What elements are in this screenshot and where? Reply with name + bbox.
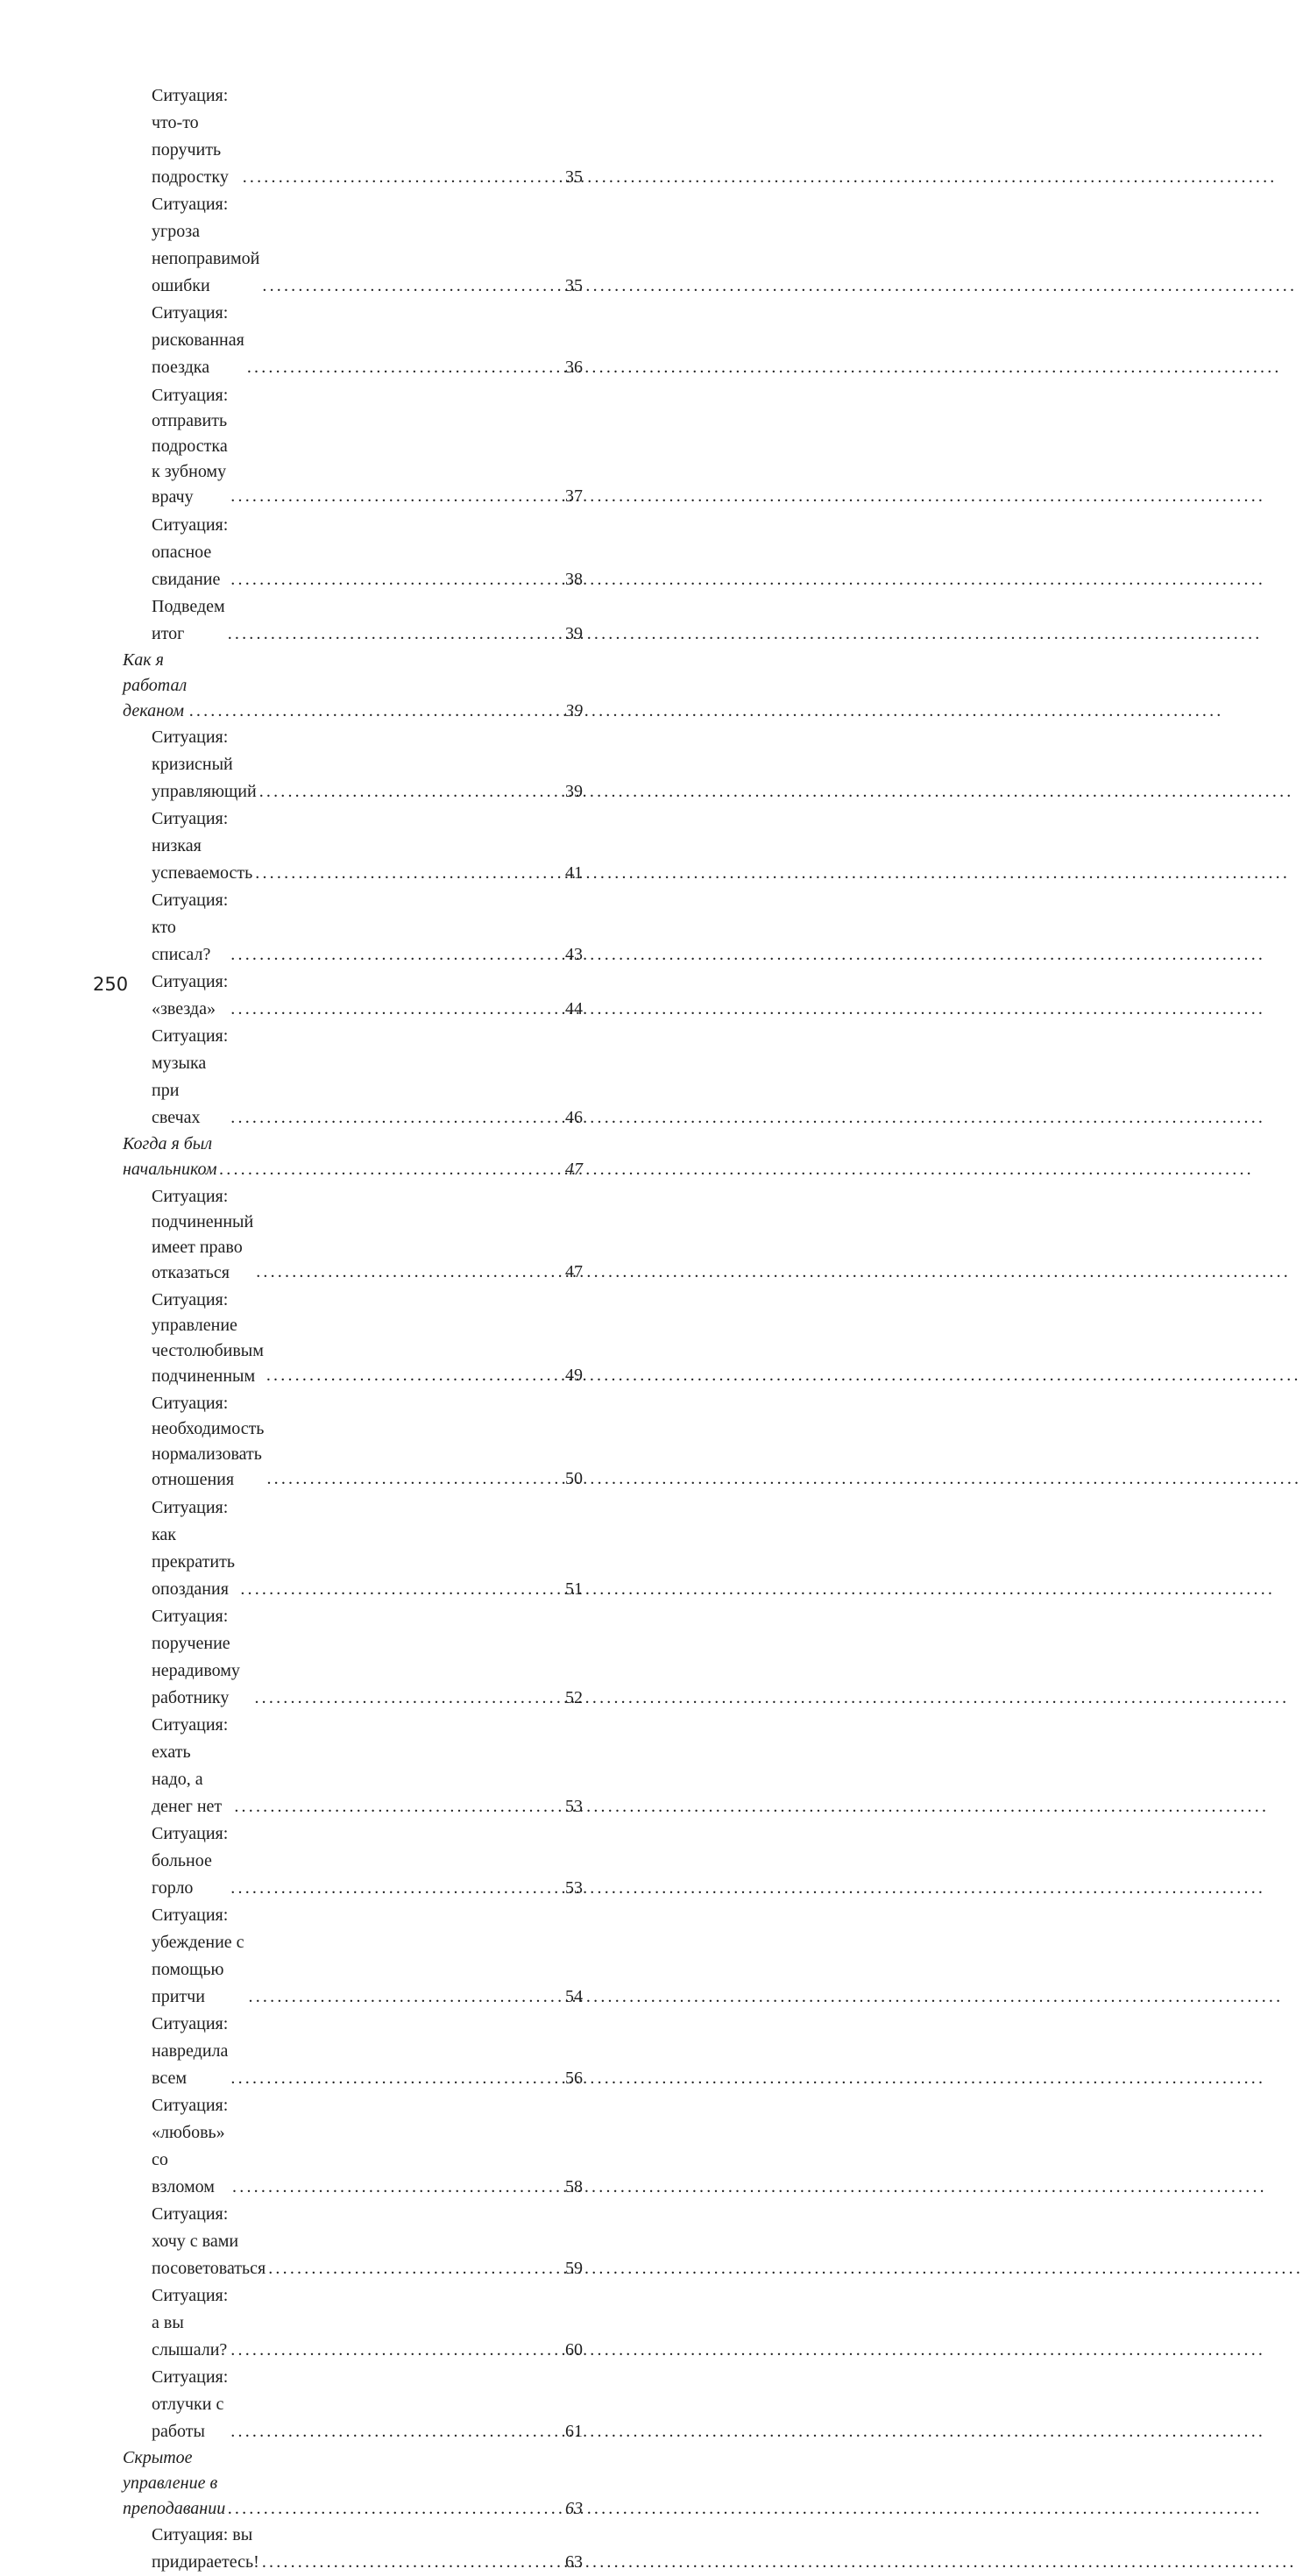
- toc-leader-dots: [251, 1685, 565, 1712]
- toc-entry: [123, 969, 583, 1023]
- toc-entry-page: 49: [565, 1366, 583, 1385]
- toc-leader-dots: [228, 996, 565, 1023]
- toc-leader-dots: [252, 860, 565, 887]
- toc-section-title: Когда я был начальником: [123, 1134, 217, 1179]
- toc-leader-dots: [237, 1576, 565, 1603]
- toc-entry-title: Ситуация: подчиненный имеет право отказаться: [152, 1187, 254, 1282]
- toc-entry: [123, 1712, 583, 1820]
- toc-entry-title: Ситуация: кризисный управляющий: [152, 727, 257, 801]
- page-number: 250: [93, 974, 129, 995]
- toc-entry: [123, 1494, 583, 1603]
- toc-leader-dots: [246, 1983, 565, 2011]
- toc-entry: [123, 2282, 583, 2364]
- toc-entry-title: Подведем итог: [152, 597, 225, 643]
- toc-leader-dots: [228, 2418, 565, 2445]
- toc-entry: [123, 82, 583, 191]
- toc-entry-title: Ситуация: кто списал?: [152, 891, 229, 964]
- toc-leader-dots: [217, 1157, 565, 1182]
- toc-leader-dots: [266, 2255, 565, 2282]
- toc-leader-dots: [231, 1793, 565, 1820]
- toc-entry: [123, 1603, 583, 1712]
- toc-entry: [123, 1288, 583, 1389]
- toc-entry-page: 61: [565, 2422, 583, 2441]
- toc-entry: [123, 1820, 583, 1902]
- table-of-contents: [123, 82, 583, 2576]
- toc-entry-page: 38: [565, 570, 583, 589]
- toc-entry-page: 52: [565, 1688, 583, 1707]
- toc-section-entry: [123, 648, 583, 724]
- toc-section-entry: [123, 1132, 583, 1182]
- toc-entry-title: Ситуация: а вы слышали?: [152, 2286, 229, 2360]
- toc-entry-title: Ситуация: что-то поручить подростку: [152, 86, 229, 187]
- toc-entry: [123, 2092, 583, 2201]
- toc-leader-dots: [264, 1465, 565, 1493]
- toc-entry-page: 54: [565, 1987, 583, 2006]
- toc-entry: [123, 724, 583, 805]
- toc-section-title: Скрытое управление в преподавании: [123, 2448, 226, 2518]
- toc-entry-page: 47: [565, 1262, 583, 1281]
- toc-leader-dots: [230, 2174, 565, 2201]
- toc-leader-dots: [228, 1104, 565, 1132]
- toc-entry-title: Ситуация: больное горло: [152, 1824, 229, 1898]
- toc-entry-title: Ситуация: хочу с вами посоветоваться: [152, 2204, 266, 2278]
- toc-leader-dots: [264, 1362, 565, 1389]
- toc-entry: [123, 1184, 583, 1286]
- toc-leader-dots: [228, 483, 565, 510]
- toc-leader-dots: [228, 2337, 565, 2364]
- toc-entry-title: Ситуация: как прекратить опоздания: [152, 1498, 235, 1599]
- toc-entry-title: Ситуация: рискованная поездка: [152, 303, 244, 377]
- toc-entry: [123, 1023, 583, 1132]
- toc-entry-title: Ситуация: поручение нерадивому работнику: [152, 1607, 240, 1707]
- toc-entry: [123, 300, 583, 381]
- toc-entry-page: 53: [565, 1878, 583, 1898]
- toc-entry-page: 50: [565, 1469, 583, 1488]
- toc-leader-dots: [228, 2065, 565, 2092]
- toc-entry: [123, 2011, 583, 2092]
- toc-entry-page: 44: [565, 999, 583, 1018]
- toc-leader-dots: [225, 2496, 565, 2522]
- toc-entry: [123, 512, 583, 593]
- toc-entry: [123, 383, 583, 510]
- toc-entry-page: 35: [565, 167, 583, 187]
- toc-entry-title: Ситуация: отправить подростка к зубному врачу: [152, 386, 229, 507]
- toc-entry: [123, 1391, 583, 1493]
- toc-leader-dots: [228, 566, 565, 593]
- toc-entry-title: Ситуация: навредила всем: [152, 2014, 229, 2088]
- toc-entry-page: 51: [565, 1579, 583, 1599]
- toc-entry-page: 35: [565, 276, 583, 295]
- toc-entry-title: Ситуация: «звезда»: [152, 972, 229, 1018]
- toc-entry-title: Ситуация: низкая успеваемость: [152, 809, 253, 883]
- toc-entry-title: Ситуация: угроза непоправимой ошибки: [152, 195, 260, 295]
- toc-section-page: 63: [565, 2499, 583, 2518]
- toc-leader-dots: [253, 1259, 565, 1286]
- toc-entry: [123, 1902, 583, 2011]
- toc-leader-dots: [259, 2549, 565, 2576]
- toc-entry-title: Ситуация: вы придираетесь!: [152, 2525, 259, 2572]
- toc-leader-dots: [228, 1875, 565, 1902]
- toc-leader-dots: [225, 621, 565, 648]
- toc-entry-page: 63: [565, 2552, 583, 2572]
- toc-entry-page: 36: [565, 358, 583, 377]
- toc-leader-dots: [240, 164, 565, 191]
- toc-section-title: Как я работал деканом: [123, 650, 188, 720]
- toc-entry-page: 56: [565, 2069, 583, 2088]
- toc-entry-page: 37: [565, 486, 583, 506]
- toc-entry-title: Ситуация: «любовь» со взломом: [152, 2096, 229, 2196]
- toc-entry: [123, 887, 583, 969]
- toc-entry-page: 41: [565, 863, 583, 883]
- toc-entry-page: 43: [565, 945, 583, 964]
- toc-entry: [123, 805, 583, 887]
- toc-entry: [123, 191, 583, 300]
- toc-entry-title: Ситуация: необходимость нормализовать отношения: [152, 1394, 265, 1489]
- toc-entry-title: Ситуация: управление честолюбивым подчиненным: [152, 1290, 264, 1386]
- toc-entry-title: Ситуация: опасное свидание: [152, 515, 229, 589]
- toc-entry-page: 39: [565, 782, 583, 801]
- toc-entry-page: 46: [565, 1108, 583, 1127]
- toc-entry-page: 39: [565, 624, 583, 643]
- toc-entry-page: 58: [565, 2177, 583, 2196]
- toc-leader-dots: [244, 354, 565, 381]
- toc-entry: [123, 2201, 583, 2282]
- toc-section-entry: [123, 2445, 583, 2522]
- toc-leader-dots: [187, 699, 565, 724]
- toc-entry-page: 60: [565, 2340, 583, 2360]
- toc-entry: [123, 2364, 583, 2445]
- toc-entry-page: 59: [565, 2259, 583, 2278]
- toc-entry: [123, 2522, 583, 2576]
- toc-entry-title: Ситуация: отлучки с работы: [152, 2367, 229, 2441]
- toc-leader-dots: [228, 941, 565, 969]
- toc-section-page: 39: [565, 701, 583, 720]
- toc-leader-dots: [259, 273, 565, 300]
- toc-entry-title: Ситуация: убеждение с помощью притчи: [152, 1905, 244, 2006]
- toc-entry-title: Ситуация: музыка при свечах: [152, 1026, 229, 1127]
- toc-leader-dots: [257, 778, 565, 805]
- toc-entry-title: Ситуация: ехать надо, а денег нет: [152, 1715, 229, 1816]
- toc-section-page: 47: [565, 1160, 583, 1179]
- toc-entry-page: 53: [565, 1797, 583, 1816]
- toc-entry: [123, 593, 583, 648]
